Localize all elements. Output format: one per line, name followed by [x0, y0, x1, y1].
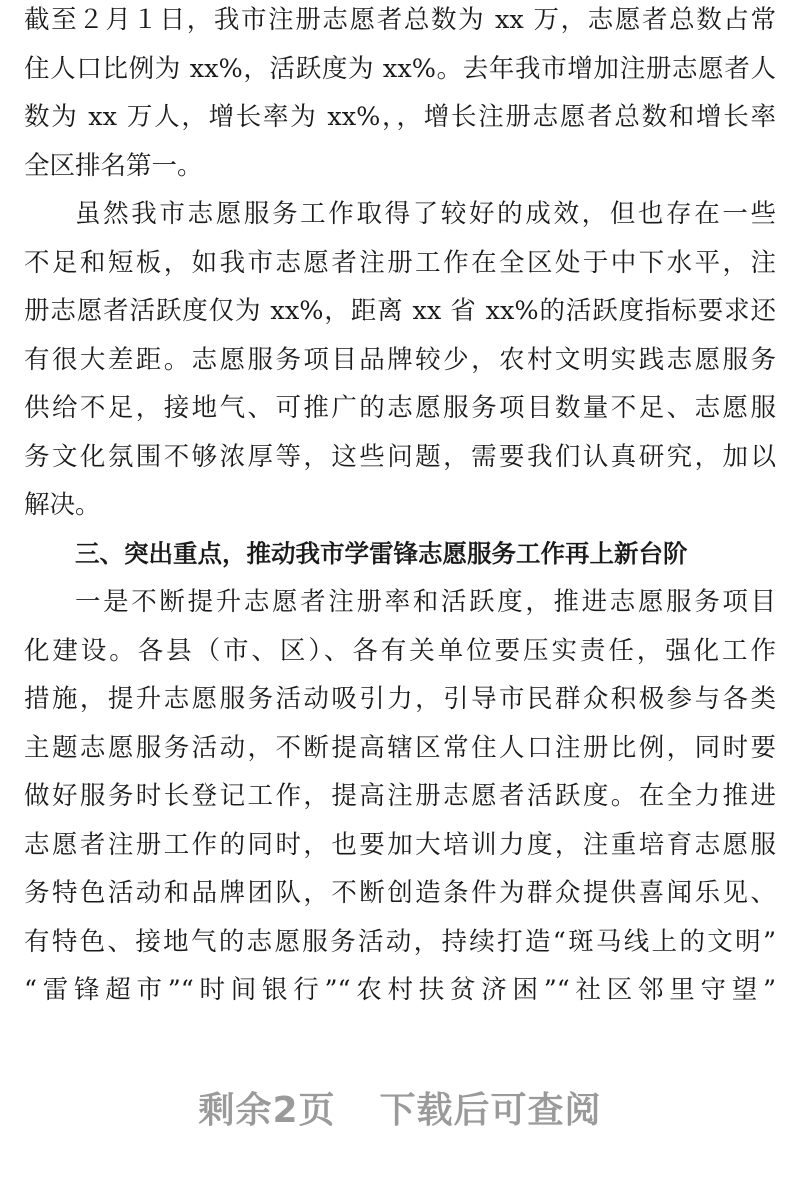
paragraph-3	[24, 578, 776, 1015]
text-line: 全区排名第一。	[24, 150, 203, 181]
text-line: 一是不断提升志愿者注册率和活跃度，推进志愿服务项目	[75, 587, 776, 617]
text-line: 解决。	[24, 490, 101, 520]
text-line: “雷锋超市”“时间银行”“农村扶贫济困”“社区邻里守望”	[24, 975, 776, 1005]
text-line: 供给不足，接地气、可推广的志愿服务项目数量不足、志愿服	[24, 393, 776, 423]
text-line: 虽然我市志愿服务工作取得了较好的成效，但也存在一些	[75, 199, 776, 229]
text-line: 截至２月１日，我市注册志愿者总数为 xx 万，志愿者总数占常	[24, 5, 776, 35]
text-line: 主题志愿服务活动，不断提高辖区常住人口注册比例，同时要	[24, 732, 776, 763]
section-heading: 三、突出重点，推动我市学雷锋志愿服务工作再上新台阶	[75, 538, 688, 568]
text-line: 措施，提升志愿服务活动吸引力，引导市民群众积极参与各类	[24, 684, 776, 714]
text-line: 务特色活动和品牌团队，不断创造条件为群众提供喜闻乐见、	[24, 878, 776, 908]
text-line: 务文化氛围不够浓厚等，这些问题，需要我们认真研究，加以	[24, 441, 776, 472]
paragraph-1	[24, 0, 776, 190]
text-line: 有特色、接地气的志愿服务活动，持续打造“斑马线上的文明”	[24, 926, 776, 957]
remaining-pages-label: 剩余2页	[198, 1090, 336, 1131]
document-body	[24, 0, 776, 1015]
download-prompt-banner[interactable]	[0, 1082, 800, 1133]
download-to-view-label: 下载后可查阅	[379, 1090, 602, 1131]
text-line: 数为 xx 万人，增长率为 xx%，，增长注册志愿者总数和增长率	[24, 102, 776, 132]
text-line: 不足和短板，如我市志愿者注册工作在全区处于中下水平，注	[24, 247, 776, 278]
text-line: 有很大差距。志愿服务项目品牌较少，农村文明实践志愿服务	[24, 344, 776, 375]
text-line: 做好服务时长登记工作，提高注册志愿者活跃度。在全力推进	[24, 781, 776, 811]
text-line: 册志愿者活跃度仅为 xx%，距离 xx 省 xx%的活跃度指标要求还	[24, 296, 776, 326]
text-line: 住人口比例为 xx%，活跃度为 xx%。去年我市增加注册志愿者人	[24, 53, 776, 84]
text-line: 志愿者注册工作的同时，也要加大培训力度，注重培育志愿服	[24, 829, 776, 860]
text-line: 化建设。各县（市、区）、各有关单位要压实责任，强化工作	[24, 635, 776, 666]
paragraph-2	[24, 190, 776, 530]
